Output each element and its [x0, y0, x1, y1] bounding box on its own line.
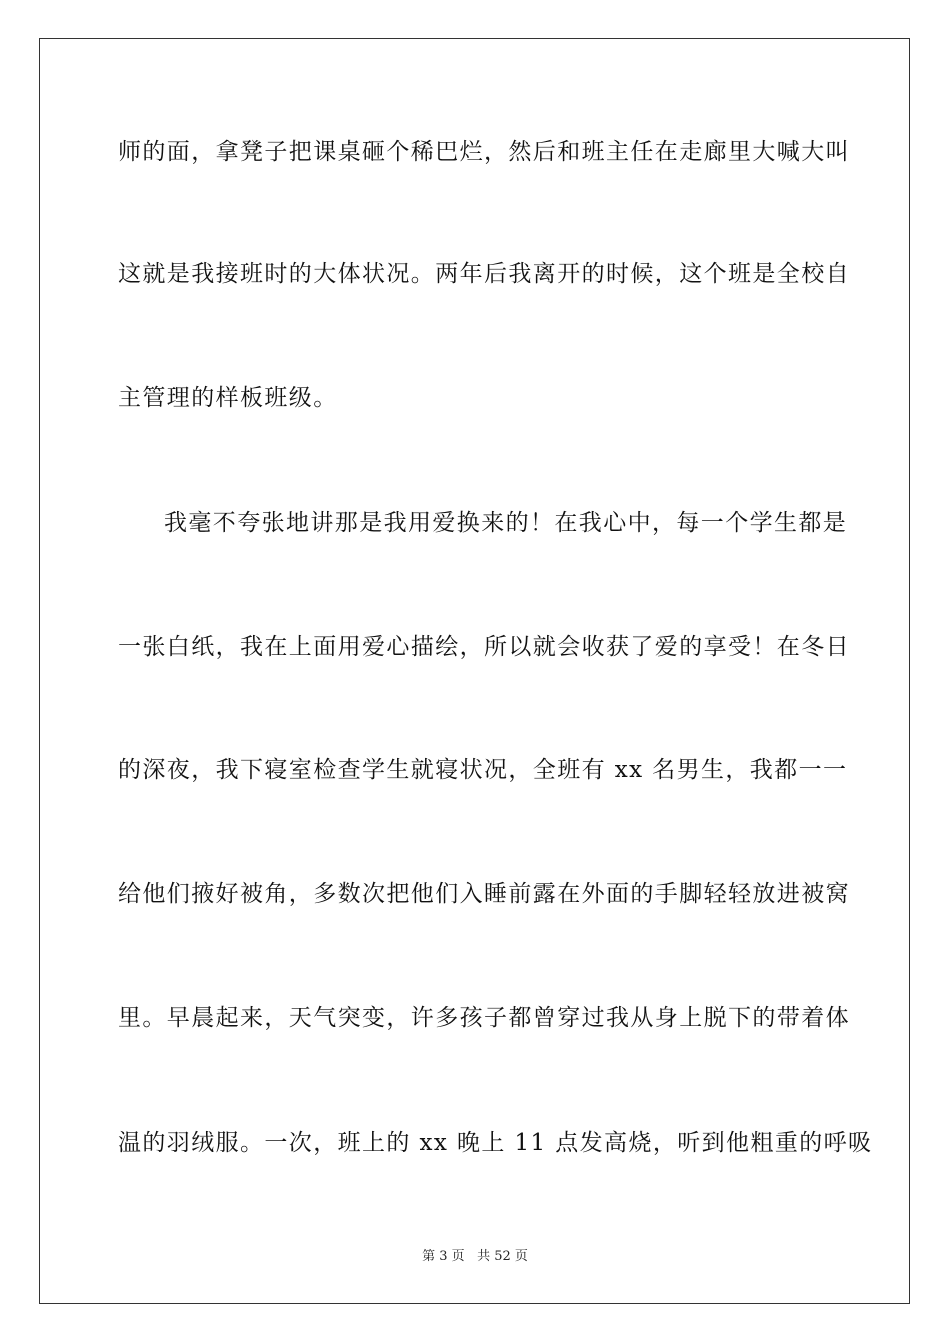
- text-line-5: 一张白纸，我在上面用爱心描绘，所以就会收获了爱的享受！在冬日: [118, 634, 850, 660]
- text-line-2: 这就是我接班时的大体状况。两年后我离开的时候，这个班是全校自: [118, 261, 850, 287]
- page-footer: [0, 1248, 950, 1266]
- text-line-6: 的深夜，我下寝室检查学生就寝状况，全班有 xx 名男生，我都一一: [118, 757, 848, 783]
- page-border: [39, 38, 910, 1304]
- text-line-1: 师的面，拿凳子把课桌砸个稀巴烂，然后和班主任在走廊里大喊大叫: [118, 139, 850, 165]
- text-line-8: 里。早晨起来，天气突变，许多孩子都曾穿过我从身上脱下的带着体: [118, 1005, 850, 1031]
- page-number: 第 3 页: [422, 1249, 465, 1264]
- text-line-9: 温的羽绒服。一次，班上的 xx 晚上 11 点发高烧，听到他粗重的呼吸: [118, 1130, 873, 1156]
- page-total: 共 52 页: [477, 1249, 528, 1264]
- text-line-4: 我毫不夸张地讲那是我用爱换来的！在我心中，每一个学生都是: [164, 510, 848, 536]
- text-line-3: 主管理的样板班级。: [118, 385, 338, 411]
- text-line-7: 给他们掖好被角，多数次把他们入睡前露在外面的手脚轻轻放进被窝: [118, 881, 850, 907]
